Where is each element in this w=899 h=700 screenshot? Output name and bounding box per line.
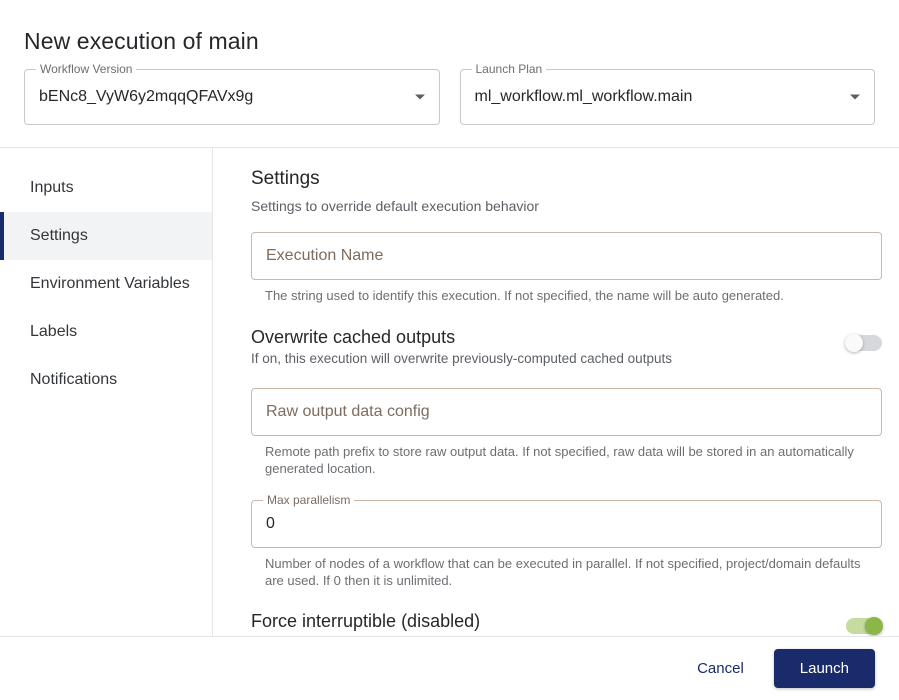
max-parallelism-helper: Number of nodes of a workflow that can be executed in parallel. If not specified, project/domain defaults are used. If 0 then it is unlimited.: [265, 555, 861, 589]
max-parallelism-label: Max parallelism: [263, 493, 354, 507]
launch-plan-select[interactable]: [460, 62, 876, 125]
overwrite-cached-toggle[interactable]: [846, 335, 882, 351]
overwrite-cached-text: [251, 327, 672, 366]
cancel-button[interactable]: Cancel: [685, 652, 756, 685]
launch-plan-value: ml_workflow.ml_workflow.main: [474, 88, 693, 105]
chevron-down-icon[interactable]: [850, 95, 860, 100]
sidebar-item-label: Notifications: [30, 371, 118, 388]
force-interruptible-row: [251, 610, 882, 634]
settings-panel: [213, 148, 899, 636]
overwrite-cached-description: If on, this execution will overwrite previously-computed cached outputs: [251, 350, 672, 366]
toggle-knob: [865, 617, 883, 635]
workflow-version-value: bENc8_VyW6y2mqqQFAVx9g: [39, 88, 254, 105]
overwrite-cached-row: [251, 327, 882, 366]
sidebar-item-label: Settings: [30, 227, 88, 244]
settings-sidebar: [0, 148, 213, 636]
chevron-down-icon[interactable]: [415, 95, 425, 100]
sidebar-item-labels[interactable]: [0, 308, 212, 356]
raw-output-helper: Remote path prefix to store raw output data. If not specified, raw data will be stored in an automatically generated location.: [265, 443, 854, 477]
settings-subheading: Settings to override default execution behavior: [251, 198, 539, 214]
execution-name-helper: The string used to identify this execution. If not specified, the name will be auto generated.: [265, 288, 784, 303]
sidebar-item-notifications[interactable]: [0, 356, 212, 404]
max-parallelism-field[interactable]: [251, 492, 882, 548]
launch-plan-label: Launch Plan: [472, 62, 547, 76]
workflow-version-select[interactable]: [24, 62, 440, 125]
settings-heading: Settings: [251, 168, 320, 189]
sidebar-item-label: Environment Variables: [30, 275, 190, 292]
selector-row: [0, 62, 899, 147]
launch-button[interactable]: Launch: [774, 649, 875, 688]
sidebar-item-label: Labels: [30, 323, 78, 340]
sidebar-item-environment-variables[interactable]: [0, 260, 212, 308]
max-parallelism-value: 0: [266, 514, 275, 532]
workflow-version-label: Workflow Version: [36, 62, 136, 76]
execution-name-placeholder: Execution Name: [266, 247, 384, 264]
force-interruptible-label: Force interruptible (disabled): [251, 611, 481, 632]
sidebar-item-inputs[interactable]: [0, 164, 212, 212]
overwrite-cached-label: Overwrite cached outputs: [251, 326, 456, 347]
raw-output-block: [251, 388, 867, 478]
sidebar-item-settings[interactable]: [0, 212, 212, 260]
dialog-body: [0, 148, 899, 636]
force-interruptible-toggle[interactable]: [846, 618, 882, 634]
raw-output-field[interactable]: [251, 388, 882, 436]
raw-output-placeholder: Raw output data config: [266, 402, 430, 420]
max-parallelism-block: [251, 492, 867, 590]
toggle-knob: [845, 334, 863, 352]
execution-name-field[interactable]: [251, 232, 882, 280]
dialog-title: New execution of main: [24, 28, 259, 54]
sidebar-item-label: Inputs: [30, 179, 74, 196]
dialog-footer: [0, 636, 899, 700]
